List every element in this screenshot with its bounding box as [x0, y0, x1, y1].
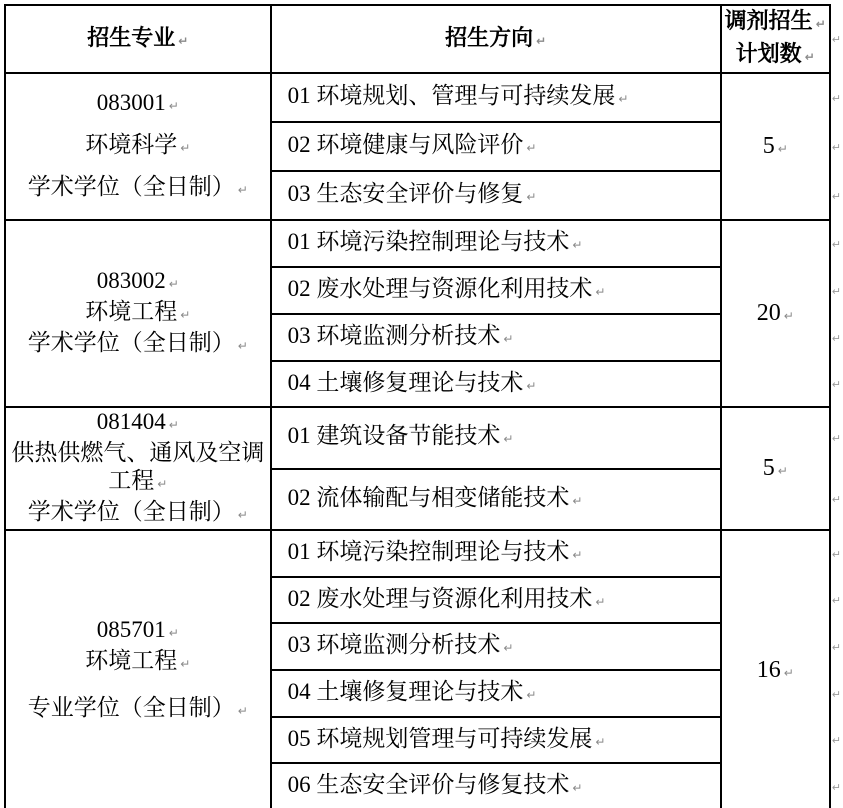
direction-label: 03 生态安全评价与修复: [287, 181, 524, 206]
row-end-mark-icon: ↵: [831, 734, 841, 747]
row-end-mark-icon: ↵: [831, 140, 841, 154]
plan-count-cell: [721, 407, 830, 530]
major-line: [6, 173, 270, 204]
row-end-mark-icon: ↵: [831, 547, 841, 561]
plan-count-value: 5: [762, 455, 775, 481]
direction-label: 01 环境污染控制理论与技术: [287, 539, 570, 564]
direction-cell: [271, 73, 721, 122]
plan-count-cell: [721, 530, 830, 808]
direction-cell: [271, 577, 721, 623]
row-end-marker-cell: [830, 717, 842, 763]
line-break-mark-icon: ↵: [168, 625, 179, 640]
row-end-mark-icon: ↵: [831, 640, 841, 654]
header-cell-direction: [271, 5, 721, 73]
major-line-label: 学术学位（全日制）: [27, 499, 235, 524]
major-line-label: 环境科学: [85, 132, 178, 157]
line-break-mark-icon: ↵: [595, 285, 606, 299]
major-cell: [5, 73, 271, 220]
line-break-mark-icon: ↵: [804, 50, 815, 64]
major-line: [6, 647, 270, 678]
row-end-marker-cell: [830, 314, 842, 361]
major-line: [6, 131, 270, 162]
row-end-mark-icon: ↵: [831, 431, 841, 445]
line-break-mark-icon: ↵: [783, 665, 794, 680]
direction-cell: [271, 530, 721, 577]
row-end-marker-cell: [830, 577, 842, 623]
major-cell: [5, 220, 271, 407]
table-row: [5, 220, 842, 267]
header-line: [6, 23, 270, 56]
header-cell-major: [5, 5, 271, 73]
header-direction-label: 招生方向: [445, 24, 534, 50]
table-header-row: [5, 5, 842, 73]
major-line-label: 学术学位（全日制）: [27, 330, 235, 355]
line-break-mark-icon: ↵: [526, 190, 537, 204]
line-break-mark-icon: ↵: [237, 508, 248, 522]
row-end-marker-cell: [830, 670, 842, 717]
row-end-mark-icon: ↵: [831, 33, 841, 46]
line-break-mark-icon: ↵: [237, 183, 248, 197]
direction-label: 01 环境规划、管理与可持续发展: [287, 83, 616, 108]
major-line: [6, 329, 270, 360]
direction-label: 04 土壤修复理论与技术: [287, 369, 524, 395]
direction-cell: [271, 623, 721, 670]
row-end-mark-icon: ↵: [831, 284, 841, 298]
row-end-marker-cell: [830, 361, 842, 407]
plan-count-cell: [721, 73, 830, 220]
major-line-label: 环境工程: [85, 299, 178, 324]
major-line: [6, 439, 270, 467]
row-end-marker-cell: [830, 122, 842, 171]
plan-count-value: 5: [762, 133, 775, 159]
direction-label: 02 废水处理与资源化利用技术: [287, 276, 593, 301]
direction-cell: [271, 267, 721, 314]
line-break-mark-icon: ↵: [237, 703, 248, 718]
direction-cell: [271, 220, 721, 267]
row-end-mark-icon: ↵: [831, 91, 841, 105]
direction-label: 03 环境监测分析技术: [287, 632, 501, 657]
admissions-table: [4, 4, 843, 808]
major-line: [6, 298, 270, 329]
line-break-mark-icon: ↵: [503, 332, 514, 346]
major-cell: [5, 407, 271, 530]
line-break-mark-icon: ↵: [595, 594, 606, 609]
header-plan-label: 计划数: [735, 41, 802, 66]
line-break-mark-icon: ↵: [237, 339, 248, 353]
line-break-mark-icon: ↵: [572, 781, 583, 795]
direction-label: 02 流体输配与相变储能技术: [287, 484, 570, 510]
row-end-marker-cell: [830, 220, 842, 267]
table-row: [5, 73, 842, 122]
line-break-mark-icon: ↵: [178, 33, 189, 48]
direction-label: 02 环境健康与风险评价: [287, 132, 524, 157]
line-break-mark-icon: ↵: [526, 688, 537, 702]
major-line-label: 专业学位（全日制）: [27, 694, 235, 720]
direction-label: 01 建筑设备节能技术: [287, 423, 501, 449]
header-line: [722, 6, 829, 39]
major-line: [6, 498, 270, 529]
table-row: [5, 407, 842, 469]
line-break-mark-icon: ↵: [180, 141, 191, 155]
line-break-mark-icon: ↵: [526, 141, 537, 155]
table-row: [5, 530, 842, 577]
direction-label: 01 环境污染控制理论与技术: [287, 229, 570, 254]
header-line: [272, 23, 720, 56]
row-end-mark-icon: ↵: [831, 331, 841, 345]
direction-label: 06 生态安全评价与修复技术: [287, 772, 570, 797]
row-end-marker-cell: [830, 530, 842, 577]
major-line: [6, 467, 270, 498]
plan-count-value: 16: [756, 656, 781, 683]
line-break-mark-icon: ↵: [783, 309, 794, 323]
major-line-label: 供热供燃气、通风及空调: [11, 440, 265, 465]
direction-cell: [271, 469, 721, 531]
major-line-label: 学术学位（全日制）: [27, 174, 235, 199]
line-break-mark-icon: ↵: [168, 99, 179, 113]
line-break-mark-icon: ↵: [157, 477, 168, 491]
row-end-mark-icon: ↵: [831, 189, 841, 203]
line-break-mark-icon: ↵: [572, 493, 583, 508]
direction-cell: [271, 314, 721, 361]
line-break-mark-icon: ↵: [595, 734, 606, 749]
direction-label: 04 土壤修复理论与技术: [287, 679, 524, 704]
direction-label: 03 环境监测分析技术: [287, 323, 501, 348]
plan-count-cell: [721, 220, 830, 407]
row-end-marker-cell: [830, 763, 842, 808]
direction-cell: [271, 171, 721, 220]
row-end-marker-cell: [830, 469, 842, 531]
line-break-mark-icon: ↵: [503, 432, 514, 447]
row-end-mark-icon: ↵: [831, 237, 841, 251]
major-line-label: 083001: [96, 90, 166, 115]
plan-count-value: 20: [756, 300, 781, 326]
major-cell: [5, 530, 271, 808]
header-plan-label: 调剂招生: [724, 8, 813, 33]
direction-label: 02 废水处理与资源化利用技术: [287, 585, 593, 611]
line-break-mark-icon: ↵: [618, 92, 629, 106]
major-line: [6, 267, 270, 298]
major-line-label: 工程: [108, 468, 155, 493]
header-major-label: 招生专业: [87, 24, 176, 50]
header-line: [722, 39, 829, 72]
direction-cell: [271, 763, 721, 808]
row-end-marker-cell: [830, 623, 842, 670]
line-break-mark-icon: ↵: [180, 656, 191, 671]
line-break-mark-icon: ↵: [536, 33, 547, 48]
row-end-mark-icon: ↵: [831, 378, 841, 391]
direction-cell: [271, 717, 721, 763]
direction-cell: [271, 670, 721, 717]
line-break-mark-icon: ↵: [503, 641, 514, 655]
direction-cell: [271, 122, 721, 171]
header-cell-plan: [721, 5, 830, 73]
major-line: [6, 408, 270, 439]
row-end-mark-icon: ↵: [831, 780, 841, 794]
row-end-marker-cell: [830, 407, 842, 469]
direction-label: 05 环境规划管理与可持续发展: [287, 725, 593, 751]
row-end-marker-cell: [830, 267, 842, 314]
direction-cell: [271, 407, 721, 469]
major-line-label: 081404: [96, 409, 166, 434]
line-break-mark-icon: ↵: [572, 548, 583, 562]
line-break-mark-icon: ↵: [777, 142, 788, 156]
major-line-label: 环境工程: [85, 647, 178, 673]
major-line-label: 085701: [96, 616, 166, 642]
line-break-mark-icon: ↵: [572, 238, 583, 252]
line-break-mark-icon: ↵: [168, 418, 179, 432]
row-end-mark-icon: ↵: [831, 594, 841, 607]
line-break-mark-icon: ↵: [777, 464, 788, 478]
row-end-marker-cell: [830, 5, 842, 73]
row-end-marker-cell: [830, 73, 842, 122]
line-break-mark-icon: ↵: [526, 378, 537, 393]
major-line: [6, 616, 270, 647]
major-line-label: 083002: [96, 268, 166, 293]
line-break-mark-icon: ↵: [168, 277, 179, 291]
line-break-mark-icon: ↵: [180, 308, 191, 322]
major-line: [6, 694, 270, 725]
admissions-table-body: [5, 5, 842, 808]
major-line: [6, 89, 270, 120]
row-end-mark-icon: ↵: [831, 493, 841, 507]
row-end-marker-cell: [830, 171, 842, 220]
direction-cell: [271, 361, 721, 407]
row-end-mark-icon: ↵: [831, 687, 841, 701]
line-break-mark-icon: ↵: [815, 17, 826, 31]
